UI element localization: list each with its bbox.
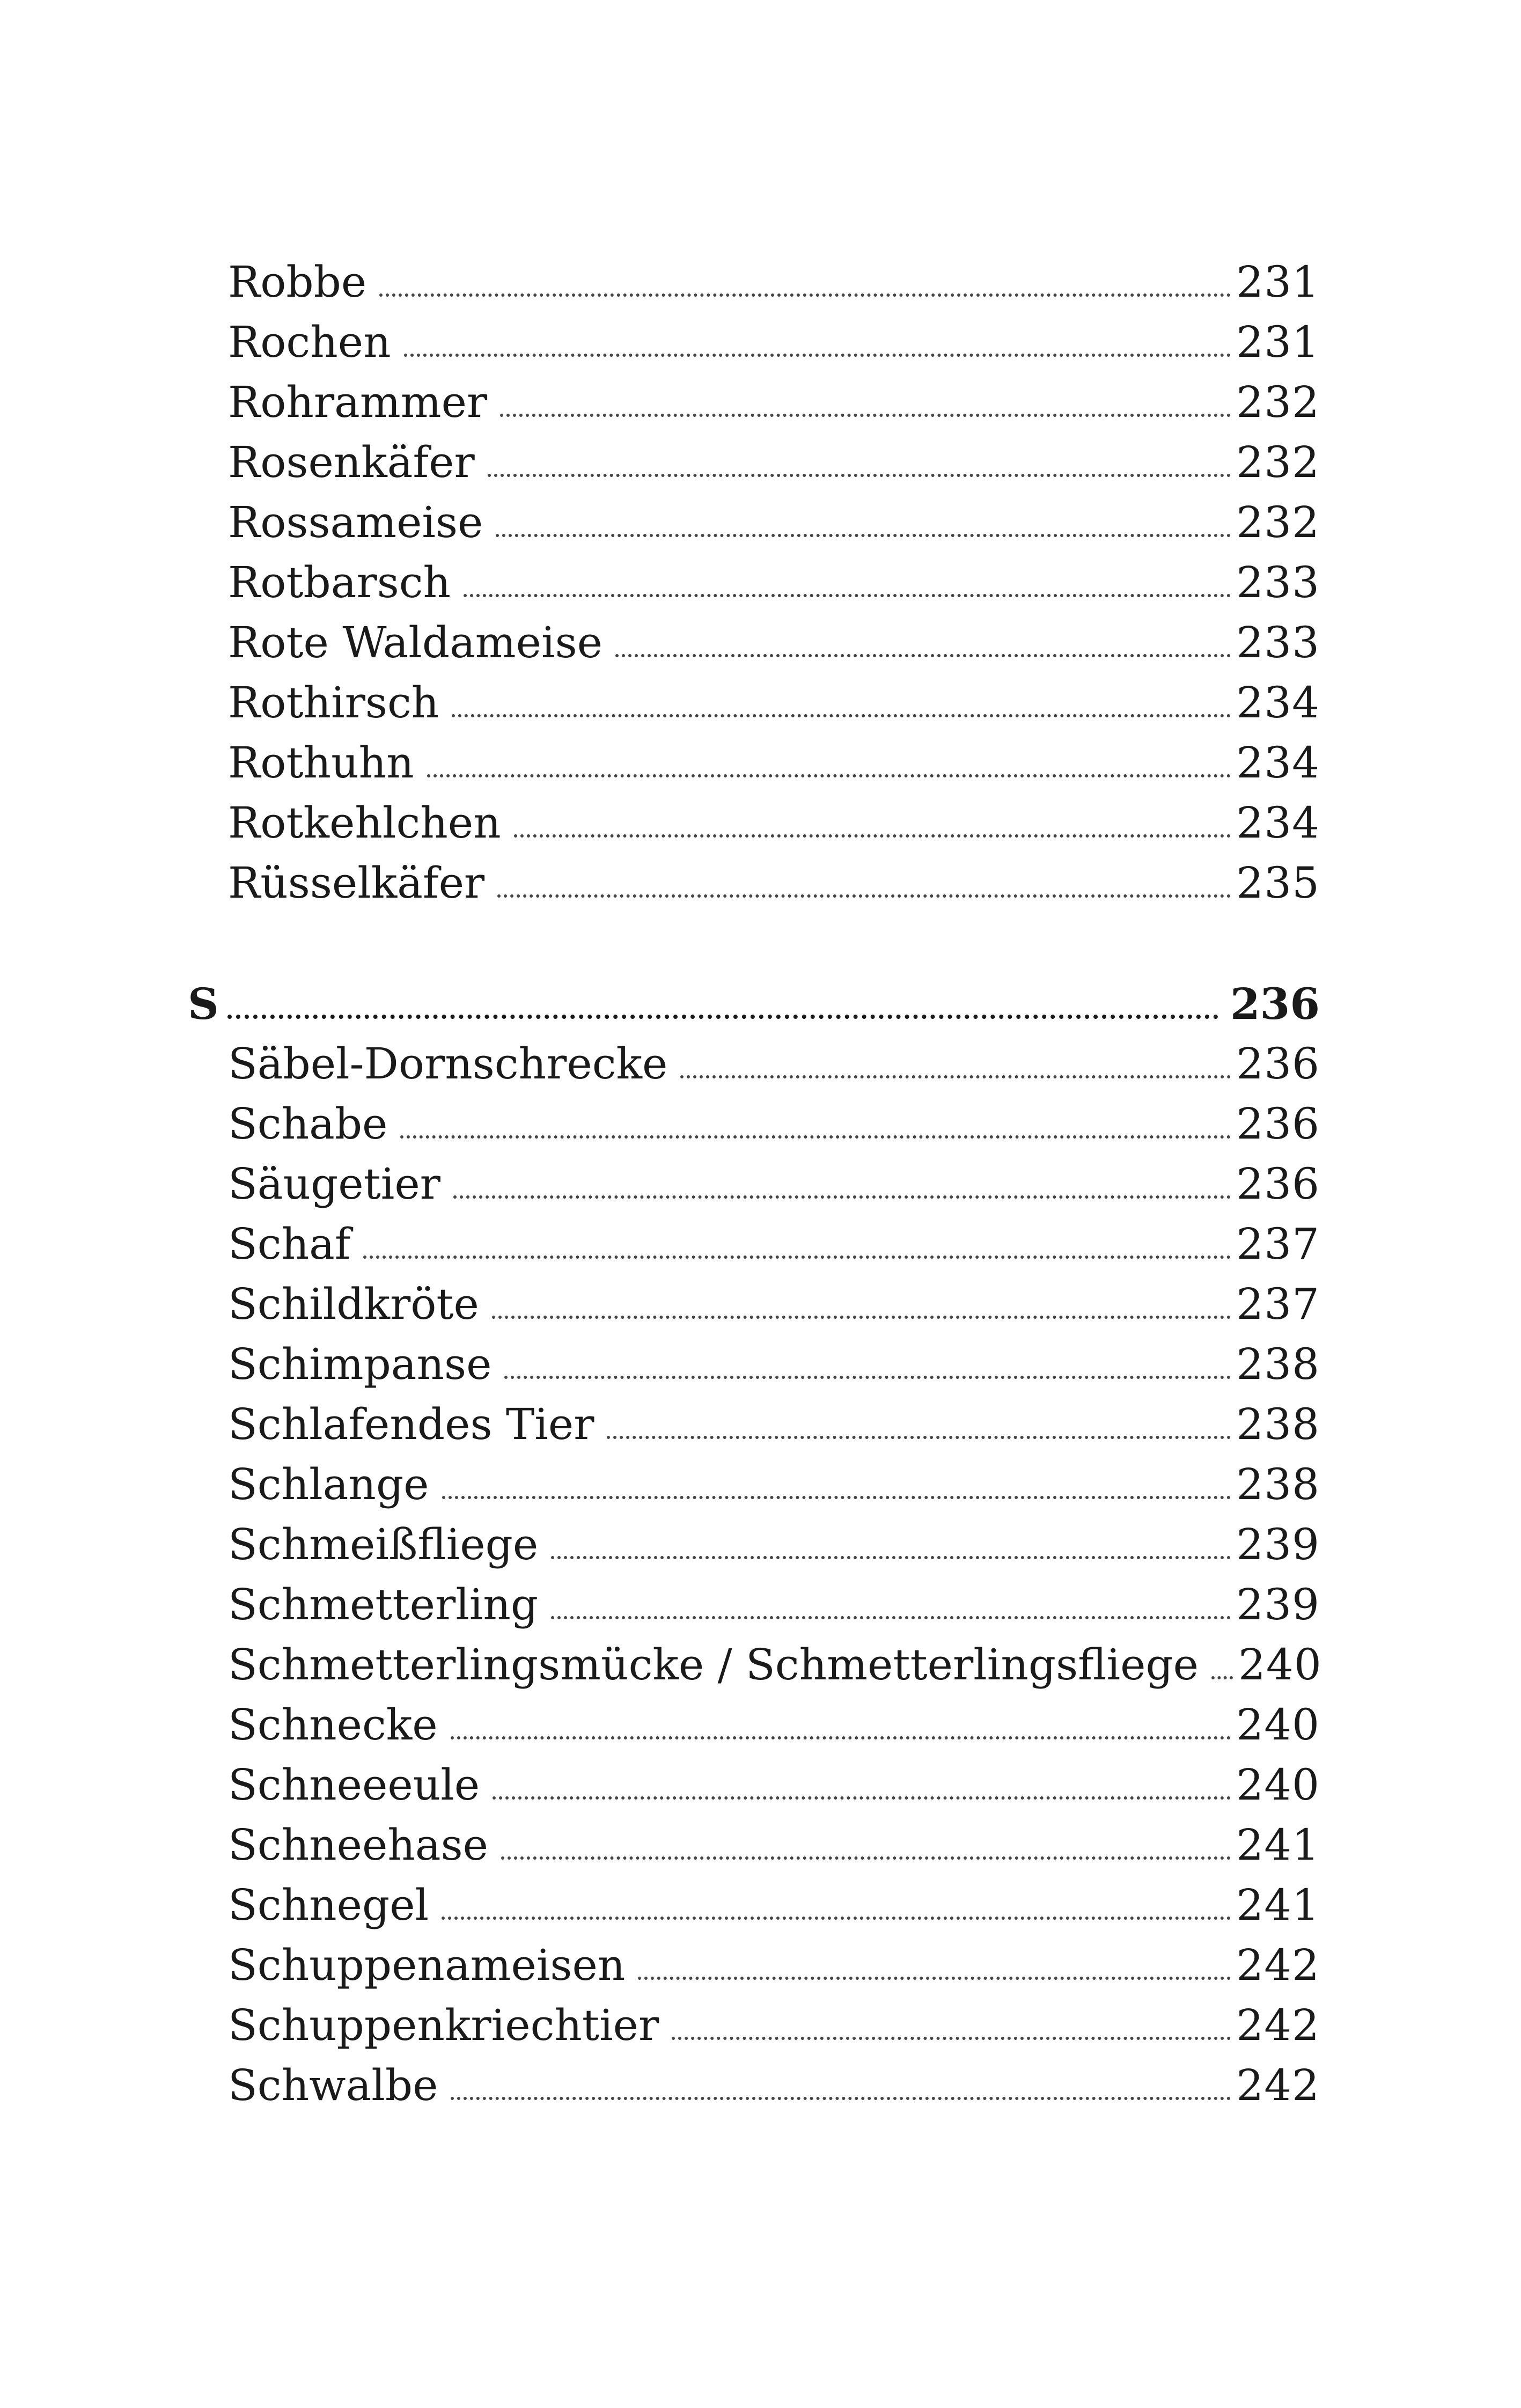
index-entry bbox=[188, 1875, 1320, 1935]
entry-term: Rüsselkäfer bbox=[228, 858, 485, 908]
entry-page: 239 bbox=[1236, 1519, 1320, 1569]
entry-term: Schuppenkriechtier bbox=[228, 2000, 659, 2050]
dot-leader bbox=[427, 774, 1231, 777]
entry-page: 238 bbox=[1236, 1459, 1320, 1509]
dot-leader bbox=[227, 1015, 1218, 1019]
index-entry bbox=[188, 1695, 1320, 1755]
entry-page: 235 bbox=[1236, 858, 1320, 908]
entry-page: 236 bbox=[1236, 1039, 1320, 1089]
entry-page: 236 bbox=[1236, 1159, 1320, 1209]
dot-leader bbox=[496, 534, 1231, 537]
index-entry bbox=[188, 1935, 1320, 1995]
entry-page: 237 bbox=[1236, 1279, 1320, 1329]
entry-term: Schmetterling bbox=[228, 1580, 539, 1629]
index-entry bbox=[188, 1995, 1320, 2055]
entry-page: 232 bbox=[1236, 377, 1320, 427]
entry-term: Schwalbe bbox=[228, 2060, 438, 2110]
index-entry bbox=[188, 1755, 1320, 1815]
entry-term: Schnegel bbox=[228, 1880, 429, 1930]
entry-term: Schmeißfliege bbox=[228, 1519, 539, 1569]
dot-leader bbox=[492, 1316, 1231, 1319]
letter-heading-s bbox=[188, 974, 1320, 1034]
dot-leader bbox=[607, 1436, 1231, 1439]
entry-term: Rotkehlchen bbox=[228, 798, 501, 848]
dot-leader bbox=[497, 894, 1231, 898]
entry-term: Schaf bbox=[228, 1219, 351, 1269]
letter-label: S bbox=[188, 979, 219, 1029]
entry-term: Schuppenameisen bbox=[228, 1940, 626, 1990]
index-entry bbox=[188, 1094, 1320, 1154]
dot-leader bbox=[551, 1556, 1231, 1559]
entry-page: 231 bbox=[1236, 317, 1320, 367]
index-entry bbox=[188, 1394, 1320, 1455]
index-group-s bbox=[188, 974, 1320, 2116]
dot-leader bbox=[488, 474, 1231, 477]
dot-leader bbox=[504, 1376, 1231, 1379]
entry-term: Rotbarsch bbox=[228, 557, 451, 607]
index-entry bbox=[188, 1334, 1320, 1394]
entry-page: 232 bbox=[1236, 497, 1320, 547]
entry-term: Schnecke bbox=[228, 1700, 438, 1750]
dot-leader bbox=[363, 1256, 1231, 1259]
entry-page: 234 bbox=[1236, 678, 1320, 728]
entry-term: Säbel-Dornschrecke bbox=[228, 1039, 668, 1089]
index-entry bbox=[188, 1815, 1320, 1875]
dot-leader bbox=[615, 654, 1231, 657]
entry-term: Rossameise bbox=[228, 497, 483, 547]
dot-leader bbox=[672, 2037, 1231, 2040]
entry-page: 240 bbox=[1236, 1700, 1320, 1750]
index-entry bbox=[188, 1515, 1320, 1575]
letter-page: 236 bbox=[1230, 979, 1320, 1029]
entry-page: 242 bbox=[1236, 1940, 1320, 1990]
entry-term: Schildkröte bbox=[228, 1279, 479, 1329]
entry-term: Schlange bbox=[228, 1459, 429, 1509]
dot-leader bbox=[451, 1736, 1231, 1739]
index-entry bbox=[188, 1274, 1320, 1334]
index-entry bbox=[188, 553, 1320, 613]
index-entry bbox=[188, 312, 1320, 372]
dot-leader bbox=[501, 1856, 1231, 1860]
index-entry bbox=[188, 613, 1320, 673]
dot-leader bbox=[452, 714, 1231, 717]
dot-leader bbox=[493, 1796, 1231, 1800]
entry-page: 242 bbox=[1236, 2000, 1320, 2050]
entry-term: Rohrammer bbox=[228, 377, 488, 427]
dot-leader bbox=[464, 594, 1231, 597]
entry-term: Rothirsch bbox=[228, 678, 439, 728]
dot-leader bbox=[638, 1977, 1231, 1980]
dot-leader bbox=[514, 834, 1231, 838]
index-entry bbox=[188, 673, 1320, 733]
dot-leader bbox=[404, 354, 1231, 357]
entry-page: 238 bbox=[1236, 1339, 1320, 1389]
entry-term: Rote Waldameise bbox=[228, 618, 602, 667]
dot-leader bbox=[1211, 1676, 1233, 1679]
index-entry bbox=[188, 1154, 1320, 1214]
index-entry bbox=[188, 1214, 1320, 1274]
entry-term: Schmetterlingsmücke / Schmetterlingsfliege bbox=[228, 1640, 1199, 1690]
entry-page: 231 bbox=[1236, 257, 1320, 307]
entry-term: Robbe bbox=[228, 257, 367, 307]
index-group-r bbox=[188, 252, 1320, 913]
entry-page: 236 bbox=[1236, 1099, 1320, 1149]
dot-leader bbox=[551, 1616, 1231, 1619]
entry-term: Rochen bbox=[228, 317, 391, 367]
index-entry bbox=[188, 793, 1320, 853]
dot-leader bbox=[442, 1496, 1231, 1499]
dot-leader bbox=[680, 1075, 1231, 1078]
index-entry bbox=[188, 853, 1320, 913]
entry-page: 233 bbox=[1236, 618, 1320, 667]
entry-term: Säugetier bbox=[228, 1159, 440, 1209]
entry-term: Rosenkäfer bbox=[228, 437, 475, 487]
entry-term: Schabe bbox=[228, 1099, 388, 1149]
dot-leader bbox=[379, 293, 1231, 297]
entry-page: 240 bbox=[1238, 1640, 1322, 1690]
entry-term: Schlafendes Tier bbox=[228, 1399, 594, 1449]
dot-leader bbox=[442, 1917, 1231, 1920]
entry-page: 241 bbox=[1236, 1880, 1320, 1930]
entry-page: 239 bbox=[1236, 1580, 1320, 1629]
index-entry bbox=[188, 372, 1320, 432]
entry-page: 237 bbox=[1236, 1219, 1320, 1269]
dot-leader bbox=[453, 1195, 1231, 1199]
index-entry bbox=[188, 432, 1320, 493]
entry-term: Schneeeule bbox=[228, 1760, 480, 1810]
entry-page: 234 bbox=[1236, 738, 1320, 788]
index-entry bbox=[188, 733, 1320, 793]
index-entry bbox=[188, 493, 1320, 553]
entry-page: 234 bbox=[1236, 798, 1320, 848]
index-entry bbox=[188, 2055, 1320, 2116]
index-entry bbox=[188, 1575, 1320, 1635]
index-entry bbox=[188, 1635, 1320, 1695]
entry-page: 232 bbox=[1236, 437, 1320, 487]
entry-term: Schneehase bbox=[228, 1820, 488, 1870]
entry-term: Rothuhn bbox=[228, 738, 414, 788]
entry-page: 240 bbox=[1236, 1760, 1320, 1810]
entry-term: Schimpanse bbox=[228, 1339, 492, 1389]
entry-page: 242 bbox=[1236, 2060, 1320, 2110]
entry-page: 233 bbox=[1236, 557, 1320, 607]
index-entry bbox=[188, 252, 1320, 312]
index-entry bbox=[188, 1455, 1320, 1515]
index-entry bbox=[188, 1034, 1320, 1094]
entry-page: 238 bbox=[1236, 1399, 1320, 1449]
dot-leader bbox=[500, 414, 1231, 417]
dot-leader bbox=[451, 2097, 1231, 2100]
dot-leader bbox=[400, 1135, 1231, 1139]
entry-page: 241 bbox=[1236, 1820, 1320, 1870]
